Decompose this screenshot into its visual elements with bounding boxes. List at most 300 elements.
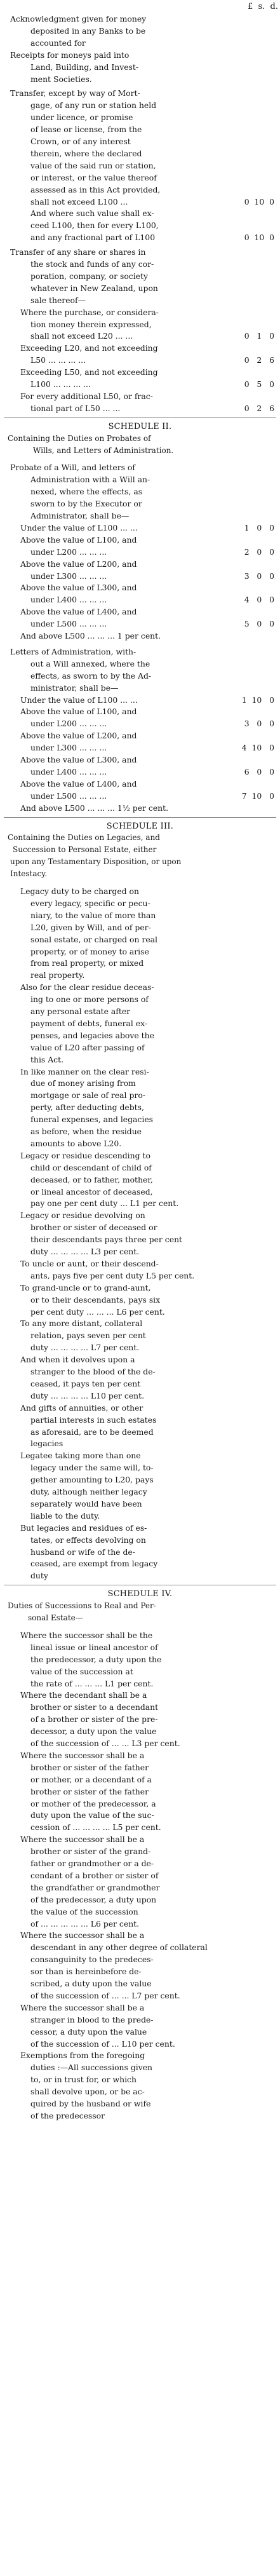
line-text: gether amounting to L20, pays: [30, 1475, 154, 1485]
line-text: or lineal ancestor of deceased,: [30, 1186, 153, 1196]
line-text: To grand-uncle or to grand-aunt,: [20, 1282, 151, 1292]
line-text: legacies: [30, 1439, 63, 1449]
line-text: Containing the Duties on Legacies, and: [8, 833, 160, 843]
text-line: [30, 1641, 277, 1653]
amount-value: 0 1 0: [244, 331, 274, 341]
text-line: [30, 1101, 277, 1113]
text-line: [30, 717, 277, 729]
line-text: cession of ... ... ... ... L5 per cent.: [30, 1822, 161, 1833]
text-line: [30, 1653, 277, 1665]
text-line: [30, 1294, 277, 1306]
line-text: of the succession of ... ... L7 per cent.: [30, 1990, 180, 2000]
text-line: [30, 510, 277, 522]
text-line: [20, 1066, 277, 1078]
line-text: brother or sister of deceased or: [30, 1223, 157, 1233]
text-line: [10, 461, 277, 473]
line-text: Succession to Personal Estate, either: [13, 845, 157, 855]
line-text: relation, pays seven per cent: [30, 1331, 146, 1341]
line-text: ministrator, shall be—: [30, 682, 119, 693]
line-text: Where the successor shall be a: [20, 2002, 145, 2012]
line-text: duties :—All successions given: [30, 2063, 153, 2073]
line-text: mortgage or sale of real pro-: [30, 1090, 145, 1101]
schedule-caption-line: [10, 868, 277, 880]
amount-value: 1 10 0: [241, 695, 274, 705]
line-text: deposited in any Banks to be: [30, 25, 146, 36]
line-text: separately would have been: [30, 1498, 142, 1508]
text-line: [30, 73, 277, 85]
line-text: Where the successor shall be a: [20, 1834, 145, 1845]
text-line: [30, 933, 277, 946]
text-line: [30, 318, 277, 330]
line-text: shall not exceed L100 ...: [30, 196, 128, 207]
line-text: decessor, a duty upon the value: [30, 1726, 157, 1737]
amount-value: 0 2 6: [244, 355, 274, 365]
line-text: sworn to by the Executor or: [30, 499, 142, 509]
line-text: To uncle or aunt, or their descend-: [20, 1258, 159, 1268]
line-text: duty ... ... ... ... L7 per cent.: [30, 1343, 140, 1353]
line-text: Above the value of L400, and: [20, 607, 137, 617]
text-line: [30, 219, 277, 231]
text-line: [30, 111, 277, 123]
line-text: per cent duty ... ... ... L6 per cent.: [30, 1306, 165, 1317]
text-line: [20, 1149, 277, 1162]
text-line: [10, 246, 277, 258]
section-rule: [4, 817, 276, 818]
text-line: [30, 147, 277, 159]
line-text: the predecessor, a duty upon the: [30, 1654, 162, 1664]
text-line: [30, 1894, 277, 1906]
text-line: [30, 207, 277, 219]
text-line: [30, 1486, 277, 1498]
text-line: [30, 946, 277, 958]
text-line: [30, 1329, 277, 1341]
text-line: [30, 546, 277, 558]
line-text: But legacies and residues of es-: [20, 1522, 147, 1533]
schedule-caption-line: [8, 433, 277, 445]
line-text: any personal estate after: [30, 1007, 131, 1016]
text-line: [20, 1749, 277, 1761]
text-line: [30, 402, 277, 414]
text-line: [30, 1725, 277, 1737]
text-line: [30, 1918, 277, 1930]
line-text: or mother of the predecessor, a: [30, 1798, 156, 1808]
line-text: shall devolve upon, or be ac-: [30, 2087, 145, 2097]
text-line: [20, 558, 277, 570]
text-line: [30, 1786, 277, 1798]
text-line: [30, 1845, 277, 1857]
line-text: brother or sister of the grand-: [30, 1847, 151, 1857]
line-text: ing to one or more persons of: [30, 994, 149, 1005]
line-text: under L500 ... ... ...: [30, 619, 107, 629]
line-text: Above the value of L300, and: [20, 755, 137, 764]
text-line: [20, 1282, 277, 1294]
line-text: pay one per cent duty ... L1 per cent.: [30, 1198, 179, 1209]
line-text: brother or sister of the father: [30, 1786, 149, 1796]
line-text: every legacy, specific or pecu-: [30, 898, 150, 908]
text-line: [20, 885, 277, 897]
line-text: and any fractional part of L100: [30, 233, 156, 243]
line-text: Where the purchase, or considera-: [20, 307, 159, 317]
text-line: [30, 135, 277, 147]
text-line: [20, 705, 277, 717]
schedule-caption-line: [10, 856, 277, 868]
text-line: [30, 1678, 277, 1690]
text-line: [30, 658, 277, 670]
line-text: or interest, or the value thereof: [30, 172, 157, 182]
text-line: [30, 1809, 277, 1821]
schedule-heading: [0, 820, 280, 832]
text-line: [30, 1557, 277, 1569]
text-line: [20, 606, 277, 618]
text-line: [20, 1257, 277, 1270]
text-line: [20, 1833, 277, 1845]
line-text: deceased, or to father, mother,: [30, 1174, 153, 1184]
line-text: the grandfather or grandmother: [30, 1882, 160, 1892]
line-text: effects, as sworn to by the Ad-: [30, 670, 152, 681]
amount-value: 3 0 0: [244, 571, 274, 581]
schedule-caption-line: [33, 445, 277, 457]
text-line: [30, 485, 277, 498]
line-text: cessor, a duty upon the value: [30, 2026, 147, 2037]
line-text: therein, where the declared: [30, 148, 142, 158]
text-line: [30, 766, 277, 778]
text-line: [30, 1174, 277, 1186]
text-line: [20, 534, 277, 546]
text-line: [30, 1197, 277, 1209]
text-line: [30, 1510, 277, 1522]
text-line: [30, 1977, 277, 1990]
line-text: Under the value of L100 ... ...: [20, 522, 138, 532]
line-text: Legacy or residue devolving on: [20, 1210, 145, 1221]
line-text: under L200 ... ... ...: [30, 719, 107, 729]
text-line: [30, 330, 277, 342]
text-line: [10, 49, 277, 61]
line-text: SCHEDULE II.: [108, 421, 172, 431]
amount-value: 4 0 0: [244, 595, 274, 605]
text-line: [30, 1534, 277, 1546]
line-text: or mother, or a decendant of a: [30, 1774, 152, 1784]
text-line: [20, 1522, 277, 1534]
line-text: In like manner on the clear resi-: [20, 1066, 149, 1076]
amount-value: 0 10 0: [244, 233, 274, 243]
line-text: SCHEDULE III.: [106, 821, 174, 831]
text-line: [30, 1713, 277, 1725]
text-line: [30, 909, 277, 921]
line-text: shall not exceed L20 ... ...: [30, 331, 133, 341]
text-line: [20, 1929, 277, 1941]
text-line: [30, 25, 277, 37]
text-line: [30, 1569, 277, 1582]
text-line: [30, 2061, 277, 2073]
line-text: stranger in blood to the prede-: [30, 2014, 154, 2024]
text-line: [30, 618, 277, 630]
text-line: [30, 1426, 277, 1438]
line-text: tion money therein expressed,: [30, 319, 152, 329]
line-text: stranger to the blood of the de-: [30, 1367, 156, 1376]
text-line: [20, 802, 277, 814]
amount-value: 2 0 0: [244, 546, 274, 557]
text-line: [20, 1449, 277, 1461]
line-text: under L400 ... ... ...: [30, 595, 107, 605]
line-text: And above L500 ... ... ... 1 per cent.: [20, 631, 161, 641]
line-text: brother or sister of the father: [30, 1762, 149, 1772]
line-text: L20, given by Will, and of per-: [30, 922, 151, 932]
text-line: [20, 1689, 277, 1701]
text-line: [20, 1209, 277, 1221]
text-line: [30, 99, 277, 111]
line-text: of lease or license, from the: [30, 125, 142, 135]
text-line: [30, 498, 277, 510]
schedule-caption-line: [13, 844, 277, 856]
text-line: [30, 1005, 277, 1017]
text-line: [20, 729, 277, 742]
line-text: as before, when the residue: [30, 1127, 142, 1136]
line-text: scribed, a duty upon the value: [30, 1979, 152, 1988]
line-text: consanguinity to the predeces-: [30, 1955, 154, 1965]
line-text: under L300 ... ... ...: [30, 571, 107, 581]
amount-value: 1 0 0: [244, 522, 274, 532]
line-text: niary, to the value of more than: [30, 910, 156, 920]
line-text: Where the successor shall be a: [20, 1930, 145, 1941]
line-text: of ... ... ... ... ... L6 per cent.: [30, 1918, 140, 1929]
schedule-heading: [0, 421, 280, 433]
line-text: the rate of ... ... ... L1 per cent.: [30, 1678, 154, 1688]
text-line: [30, 969, 277, 981]
schedule-heading: [0, 1588, 280, 1600]
line-text: of a brother or sister of the pre-: [30, 1714, 158, 1725]
line-text: Legatee taking more than one: [20, 1451, 141, 1461]
amount-value: 7 10 0: [241, 790, 274, 801]
line-text: due of money arising from: [30, 1078, 136, 1088]
line-text: Receipts for moneys paid into: [10, 50, 130, 60]
line-text: of the succession of ... L10 per cent.: [30, 2038, 175, 2049]
text-line: [30, 1437, 277, 1449]
amount-value: 0 2 6: [244, 403, 274, 413]
amount-value: 0 10 0: [244, 196, 274, 207]
text-line: [30, 1798, 277, 1810]
text-line: [30, 1665, 277, 1678]
text-line: [30, 2098, 277, 2110]
line-text: under L300 ... ... ...: [30, 743, 107, 753]
line-text: ceased, are exempt from legacy: [30, 1559, 158, 1569]
line-text: of the succession of ... ... L3 per cent.: [30, 1739, 180, 1748]
line-text: from real property, or mixed: [30, 958, 144, 968]
text-line: [30, 1306, 277, 1318]
text-line: [30, 1906, 277, 1918]
text-line: [30, 1186, 277, 1198]
line-text: Exceeding L50, and not exceeding: [20, 367, 158, 377]
text-line: [20, 981, 277, 993]
text-line: [30, 1221, 277, 1233]
text-line: [30, 570, 277, 582]
text-line: [30, 993, 277, 1005]
amount-value: 5 0 0: [244, 619, 274, 629]
column-header-lsd: £ s. d.: [247, 2, 278, 11]
line-text: ants, pays five per cent duty L5 per cent.: [30, 1270, 195, 1280]
text-line: [30, 2073, 277, 2085]
line-text: Legacy or residue descending to: [20, 1150, 150, 1160]
text-line: [30, 1233, 277, 1245]
text-line: [30, 282, 277, 294]
text-line: [30, 258, 277, 270]
line-text: or to their descendants, pays six: [30, 1294, 161, 1305]
text-line: [30, 354, 277, 366]
text-line: [30, 1113, 277, 1125]
text-line: [20, 778, 277, 790]
text-line: [30, 123, 277, 135]
line-text: Administration with a Will an-: [30, 475, 150, 485]
text-line: [30, 897, 277, 909]
line-text: Under the value of L100 ... ...: [20, 695, 138, 705]
text-line: [30, 270, 277, 282]
line-text: legacy under the same will, to-: [30, 1463, 154, 1473]
line-text: accounted for: [30, 37, 86, 48]
text-line: [30, 231, 277, 243]
text-line: [30, 1821, 277, 1833]
text-line: [30, 2085, 277, 2098]
text-line: [20, 1317, 277, 1329]
line-text: duty ... ... ... ... L3 per cent.: [30, 1247, 140, 1256]
line-text: Transfer of any share or shares in: [10, 247, 146, 257]
text-line: [30, 921, 277, 933]
line-text: under licence, or promise: [30, 112, 133, 123]
text-line: [30, 1245, 277, 1257]
line-text: their descendants pays three per cent: [30, 1235, 183, 1245]
text-line: [20, 306, 277, 318]
text-line: [30, 473, 277, 485]
text-line: [30, 37, 277, 49]
line-text: lineal issue or lineal ancestor of: [30, 1642, 158, 1652]
line-text: value of L20 after passing of: [30, 1042, 145, 1052]
text-line: [30, 1270, 277, 1282]
text-line: [30, 1546, 277, 1558]
amount-value: 3 0 0: [244, 719, 274, 729]
line-text: gage, of any run or station held: [30, 100, 157, 111]
text-line: [30, 1162, 277, 1174]
line-text: out a Will annexed, where the: [30, 658, 150, 668]
line-text: And where such value shall ex-: [30, 208, 154, 219]
line-text: under L500 ... ... ...: [30, 790, 107, 801]
line-text: ceed L100, then for every L100,: [30, 220, 159, 231]
line-text: sonal Estate—: [28, 1613, 83, 1622]
text-line: [30, 1737, 277, 1749]
text-line: [30, 670, 277, 682]
section-rule: [4, 417, 276, 418]
text-line: [20, 630, 277, 642]
text-line: [30, 294, 277, 306]
line-text: Land, Building, and Invest-: [30, 62, 139, 72]
text-line: [10, 646, 277, 658]
line-text: partial interests in such estates: [30, 1414, 157, 1425]
text-line: [30, 1137, 277, 1149]
line-text: Intestacy.: [10, 869, 48, 879]
line-text: of the predecessor, a duty upon: [30, 1894, 157, 1904]
line-text: Containing the Duties on Probates of: [8, 433, 151, 443]
line-text: Duties of Successions to Real and Per-: [8, 1601, 156, 1611]
line-text: Transfer, except by way of Mort-: [10, 88, 140, 98]
text-line: [30, 593, 277, 606]
line-text: to, or in trust for, or which: [30, 2075, 137, 2085]
text-line: [30, 957, 277, 969]
schedule-caption-line: [28, 1612, 277, 1624]
text-line: [30, 1498, 277, 1510]
text-line: [30, 1701, 277, 1713]
text-line: [10, 87, 277, 99]
text-line: [30, 1125, 277, 1137]
line-text: cendant of a brother or sister of: [30, 1870, 159, 1880]
text-line: [30, 1990, 277, 2002]
line-text: father or grandmother or a de-: [30, 1859, 154, 1868]
line-text: Above the value of L100, and: [20, 707, 137, 717]
line-text: descendant in any other degree of collateral: [30, 1942, 208, 1953]
line-text: duty ... ... ... ... L10 per cent.: [30, 1390, 145, 1400]
line-text: the stock and funds of any cor-: [30, 259, 154, 269]
line-text: Administrator, shall be—: [30, 511, 130, 520]
line-text: assessed as in this Act provided,: [30, 184, 161, 194]
text-line: [20, 2049, 277, 2061]
text-line: [20, 366, 277, 378]
text-line: [30, 378, 277, 390]
text-line: [30, 682, 277, 694]
text-line: [30, 1941, 277, 1953]
line-text: duty upon the value of the suc-: [30, 1810, 154, 1820]
line-text: Where the successor shall be a: [20, 1750, 145, 1760]
text-line: [30, 1869, 277, 1881]
text-line: [20, 390, 277, 402]
line-text: And above L500 ... ... ... 1½ per cent.: [20, 803, 169, 813]
line-text: liable to the duty.: [30, 1510, 100, 1521]
text-line: [30, 1017, 277, 1029]
line-text: penses, and legacies above the: [30, 1030, 154, 1040]
line-text: Where the decendant shall be a: [20, 1690, 147, 1700]
text-line: [30, 1378, 277, 1390]
line-text: quired by the husband or wife: [30, 2099, 151, 2108]
line-text: And when it devolves upon a: [20, 1355, 135, 1365]
text-line: [30, 1965, 277, 1977]
text-line: [30, 196, 277, 208]
text-line: [20, 581, 277, 593]
line-text: And gifts of annuities, or other: [20, 1402, 143, 1413]
line-text: Above the value of L300, and: [20, 583, 137, 593]
text-line: [30, 790, 277, 802]
text-line: [30, 1461, 277, 1474]
line-text: perty, after deducting debts,: [30, 1102, 144, 1113]
line-text: funeral expenses, and legacies: [30, 1115, 154, 1125]
text-line: [30, 1881, 277, 1894]
line-text: sale thereof—: [30, 295, 86, 305]
text-line: [30, 1953, 277, 1965]
amount-value: 0 5 0: [244, 379, 274, 389]
line-text: nexed, where the effects, as: [30, 487, 143, 497]
line-text: Acknowledgment given for money: [10, 14, 147, 24]
text-line: [30, 1041, 277, 1054]
text-line: [30, 1761, 277, 1773]
line-text: SCHEDULE IV.: [107, 1589, 173, 1599]
line-text: upon any Testamentary Disposition, or upon: [10, 857, 182, 867]
text-line: [30, 2014, 277, 2026]
line-text: Exceeding L20, and not exceeding: [20, 343, 158, 353]
line-text: under L200 ... ... ...: [30, 546, 107, 557]
schedule-caption-line: [8, 832, 277, 844]
text-line: [20, 1353, 277, 1366]
text-line: [20, 1402, 277, 1414]
text-line: [30, 1390, 277, 1402]
text-line: [30, 1089, 277, 1101]
line-text: Legacy duty to be charged on: [20, 886, 139, 896]
line-text: To any more distant, collateral: [20, 1319, 143, 1329]
line-text: under L400 ... ... ...: [30, 766, 107, 776]
text-line: [30, 184, 277, 196]
